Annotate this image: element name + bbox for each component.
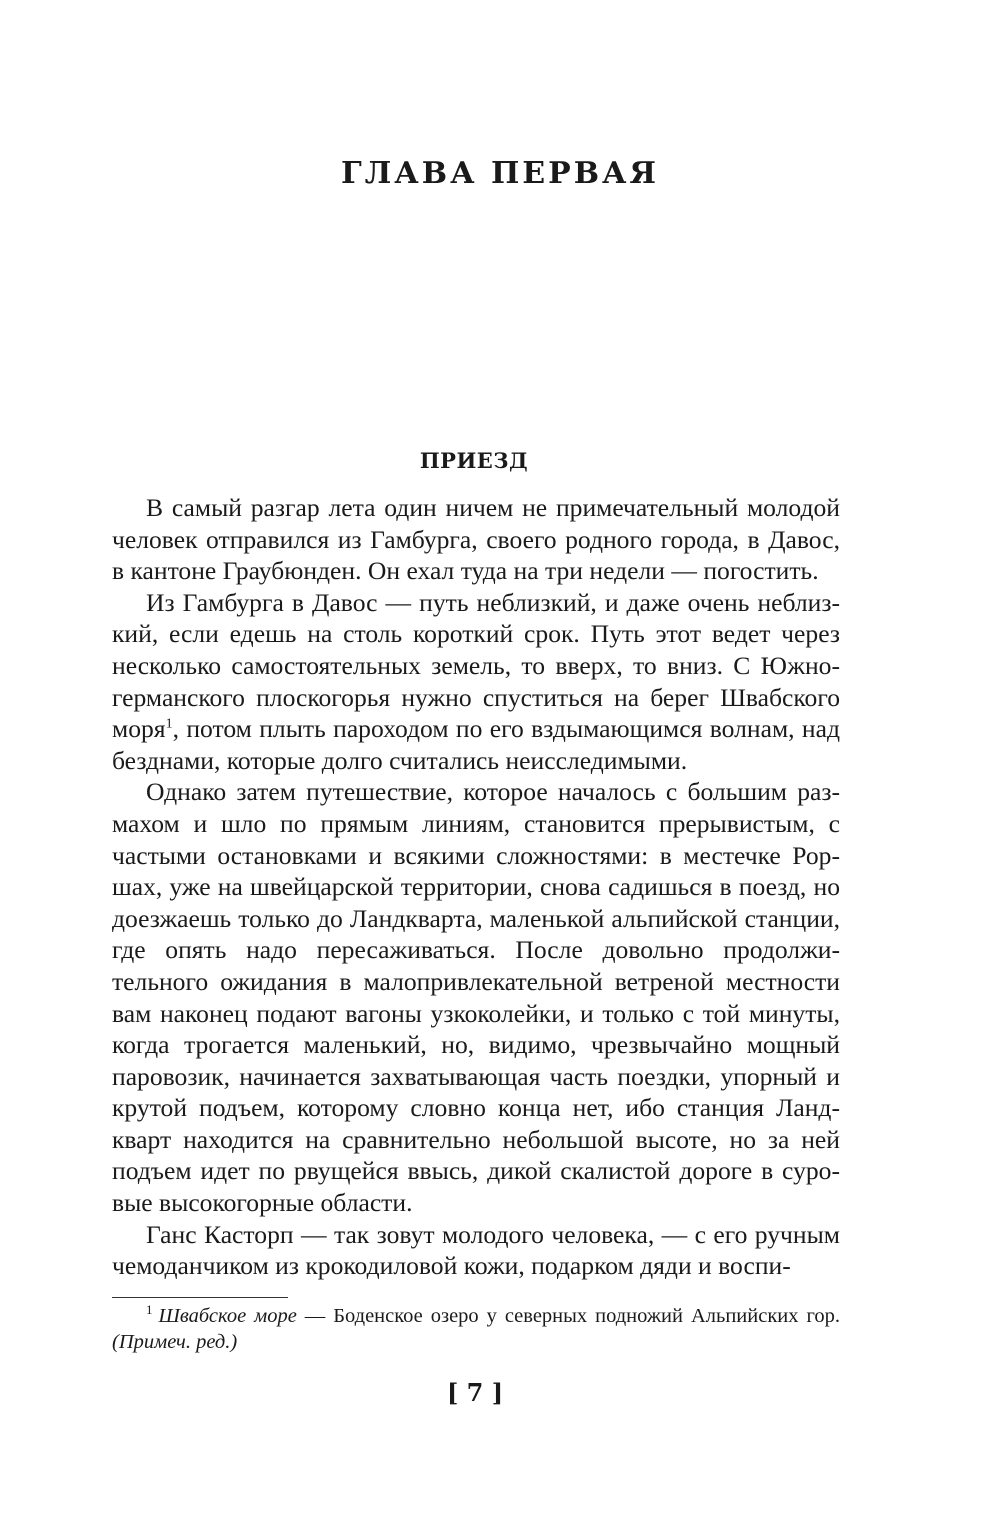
footnote-editor-note: (Примеч. ред.) bbox=[112, 1331, 238, 1353]
page-number: [ 7 ] bbox=[446, 1378, 504, 1407]
paragraph-2-text: Из Гамбурга в Давос — путь неблизкий, и даже очень неблизкий, если едешь на столь короткий срок. Путь этот ведет через несколько самостоятельных земель, то вверх, то вниз. С Южногерманского плоскогорья нужно спуститься на берег Швабского моря bbox=[112, 587, 840, 744]
footnote-number: 1 bbox=[146, 1302, 153, 1318]
section-title: ПРИЕЗД bbox=[419, 448, 529, 473]
paragraph-1: В самый разгар лета один ничем не примечательный молодой человек отправился из Гамбурга, своего родного города, в Давос, в кантоне Граубюнден. Он ехал туда на три недели — погостить. bbox=[112, 493, 840, 586]
footnote-text: — Боденское озеро у северных подножий Альпийских гор. bbox=[296, 1305, 840, 1327]
footnote bbox=[112, 1303, 840, 1355]
paragraph-2-text-continued: , потом плыть пароходом по его вздымающимся волнам, над безднами, которые долго считались неисследимыми. bbox=[112, 714, 840, 775]
paragraph-4: Ганс Касторп — так зовут молодого человека, — с его ручным чемоданчиком из крокодиловой кожи, подарком дяди и воспи- bbox=[112, 1219, 840, 1281]
footnote-reference: 1 bbox=[165, 716, 173, 732]
footnote-paragraph bbox=[112, 1303, 840, 1355]
body-text bbox=[112, 492, 840, 1282]
paragraph-3: Однако затем путешествие, которое началось с большим размахом и шло по прямым линиям, становится прерывистым, с частыми остановками и всякими сложностями: в местечке Роршах, уже на швейцарской территории, снова садишься в поезд, но доезжаешь только до Ландкварта, маленькой альпийской станции, где опять надо пересаживаться. После довольно продолжительного ожидания в малопривлекательной ветреной местности вам наконец подают вагоны узкоколейки, и только с той минуты, когда трогается маленький, но, видимо, чрезвычайно мощный паровозик, начинается захватывающая часть поездки, упорный и крутой подъем, которому словно конца нет, ибо станция Ландкварт находится на сравнительно небольшой высоте, но за ней подъем идет по рвущейся ввысь, дикой скалистой дороге в суровые высокогорные области. bbox=[112, 777, 840, 1218]
footnote-divider bbox=[112, 1297, 288, 1298]
paragraph-2 bbox=[112, 587, 840, 777]
chapter-title: ГЛАВА ПЕРВАЯ bbox=[341, 156, 659, 191]
footnote-term: Швабское море bbox=[158, 1305, 297, 1327]
